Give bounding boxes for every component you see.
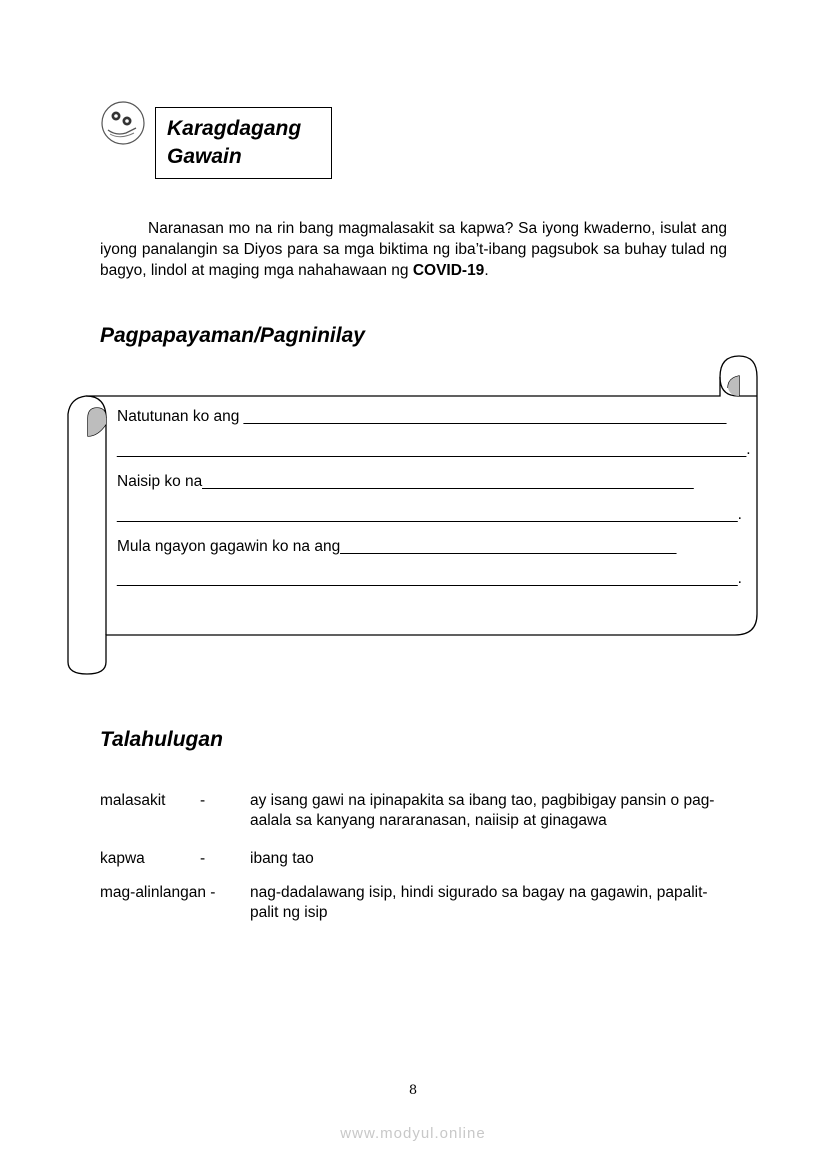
intro-text: Naranasan mo na rin bang magmalasakit sa kapwa? Sa iyong kwaderno, isulat ang iyong panalangin sa Diyos para sa mga biktima ng iba’t-ibang pagsubok sa buhay tulad ng bagyo, lindol at maging mga nahahawaan ng xyxy=(100,220,727,279)
glossary-dash: - xyxy=(200,792,206,809)
reflection-line-5: Mula ngayon gagawin ko na ang_______________________________________ xyxy=(117,538,677,555)
page-number: 8 xyxy=(408,1083,418,1098)
reflection-title: Pagpapayaman/Pagninilay xyxy=(100,324,365,347)
reflection-line-2: _________________________________________________________________________. xyxy=(117,441,751,458)
glossary-definition: ibang tao xyxy=(250,850,314,867)
reflection-line-1: Natutunan ko ang ________________________________________________________ xyxy=(117,408,727,425)
watermark: www.modyul.online xyxy=(340,1125,486,1142)
reflection-line-3: Naisip ko na_________________________________________________________ xyxy=(117,473,694,490)
reflection-line-4: ________________________________________________________________________. xyxy=(117,506,742,523)
header-box xyxy=(155,107,332,179)
intro-paragraph xyxy=(100,218,727,281)
glossary-title: Talahulugan xyxy=(100,728,223,751)
glossary-term: malasakit xyxy=(100,792,166,809)
intro-text-end: . xyxy=(484,262,489,279)
intro-bold-text: COVID-19 xyxy=(412,262,485,279)
reflection-line-6: ________________________________________________________________________. xyxy=(117,570,742,587)
glossary-definition: ay isang gawi na ipinapakita sa ibang tao, pagbibigay pansin o pag-aalala sa kanyang nararanasan, naiisip at ginagawa xyxy=(250,792,715,829)
glossary-definition: nag-dadalawang isip, hindi sigurado sa bagay na gagawin, papalit-palit ng isip xyxy=(250,884,708,921)
glossary-dash: - xyxy=(200,850,206,867)
glossary-term: mag-alinlangan - xyxy=(100,884,216,901)
glossary-term: kapwa xyxy=(100,850,145,867)
gears-in-hand-icon xyxy=(100,100,146,146)
header-title: Karagdagang Gawain xyxy=(167,117,302,168)
